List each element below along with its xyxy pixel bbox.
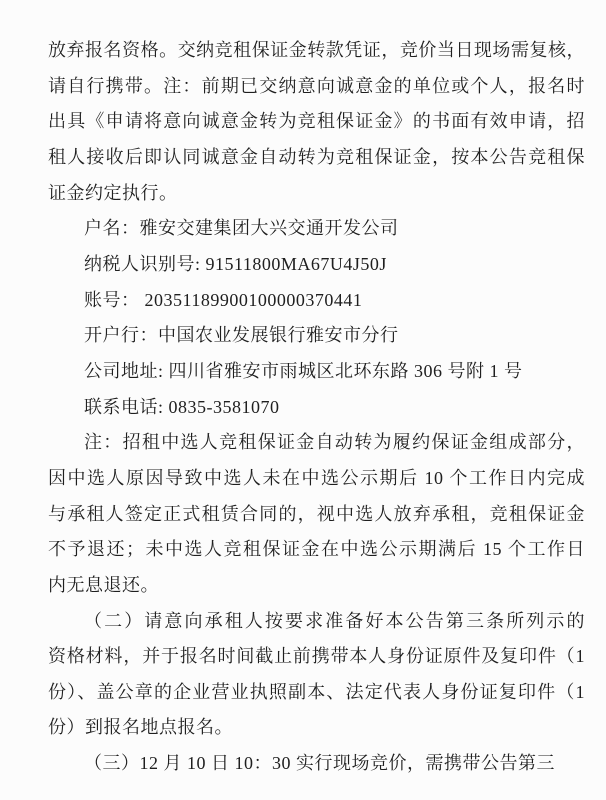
paragraph-item-2-registration-materials [48, 604, 585, 747]
paragraph-continuation-deposit-instructions [48, 33, 585, 211]
text-line: 请自行携带。注：前期已交纳意向诚意金的单位或个人，报名时 [48, 75, 585, 96]
text-line: 资格材料，并于报名时间截止前携带本人身份证原件及复印件（1 [48, 646, 585, 667]
text-line: 出具《申请将意向诚意金转为竞租保证金》的书面有效申请，招 [48, 111, 585, 132]
text-line: 因中选人原因导致中选人未在中选公示期后 10 个工作日内完成 [48, 467, 585, 488]
text-line: 租人接收后即认同诚意金自动转为竞租保证金，按本公告竞租保 [48, 146, 585, 167]
paragraph-contact-phone [48, 390, 585, 426]
paragraph-item-3-onsite-bidding [48, 746, 585, 782]
text-line: 内无息退还。 [48, 574, 159, 595]
document-text-block [48, 33, 585, 782]
text-line: 联系电话: 0835-3581070 [84, 396, 280, 417]
text-line: 户名：雅安交建集团大兴交通开发公司 [84, 218, 399, 239]
paragraph-company-address [48, 354, 585, 390]
text-line: 开户行：中国农业发展银行雅安市分行 [84, 325, 399, 346]
text-line: 份）到报名地点报名。 [48, 717, 233, 738]
text-line: 放弃报名资格。交纳竞租保证金转款凭证，竞价当日现场需复核， [48, 40, 585, 60]
paragraph-deposit-refund-note [48, 425, 585, 603]
text-line: （三）12 月 10 日 10：30 实行现场竞价，需携带公告第三 [84, 753, 555, 774]
text-line: 注：招租中选人竞租保证金自动转为履约保证金组成部分， [84, 432, 585, 453]
text-line: 不予退还；未中选人竞租保证金在中选公示期满后 15 个工作日 [48, 539, 585, 560]
text-line: 纳税人识别号: 91511800MA67U4J50J [84, 253, 387, 274]
text-line: 份）、盖公章的企业营业执照副本、法定代表人身份证复印件（1 [48, 681, 585, 702]
text-line: 公司地址: 四川省雅安市雨城区北环东路 306 号附 1 号 [84, 360, 523, 381]
paragraph-bank-account-number [48, 283, 585, 319]
paragraph-bank-account-name [48, 211, 585, 247]
text-line: 账号： 20351189900100000370441 [84, 289, 363, 310]
text-line: （二）请意向承租人按要求准备好本公告第三条所列示的 [84, 610, 585, 631]
paragraph-taxpayer-id [48, 247, 585, 283]
text-line: 证金约定执行。 [48, 182, 178, 203]
text-line: 与承租人签定正式租赁合同的，视中选人放弃承租，竞租保证金 [48, 503, 585, 524]
paragraph-bank-branch [48, 318, 585, 354]
